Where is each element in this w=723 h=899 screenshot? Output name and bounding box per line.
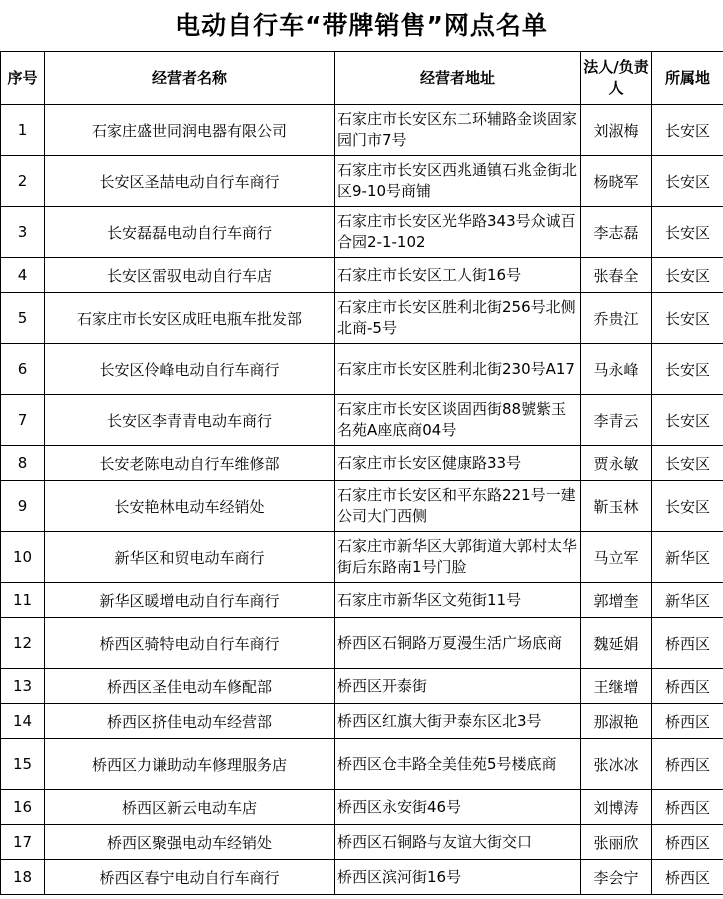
- district: 桥西区: [652, 790, 723, 825]
- legal-person: 张冰冰: [581, 739, 652, 790]
- dealer-name: 长安区圣喆电动自行车商行: [45, 156, 335, 207]
- dealer-name: 桥西区挤佳电动车经营部: [45, 704, 335, 739]
- dealer-address: 石家庄市长安区光华路343号众诚百合园2-1-102: [335, 207, 581, 258]
- dealer-name: 石家庄盛世同润电器有限公司: [45, 105, 335, 156]
- table-row: [1, 481, 723, 532]
- table-row: [1, 790, 723, 825]
- dealer-address: 桥西区仓丰路全美佳苑5号楼底商: [335, 739, 581, 790]
- row-number: 10: [1, 532, 45, 583]
- row-number: 18: [1, 860, 45, 895]
- district: 长安区: [652, 156, 723, 207]
- table-row: [1, 704, 723, 739]
- header-area: 所属地: [652, 52, 723, 105]
- dealer-name: 石家庄市长安区成旺电瓶车批发部: [45, 293, 335, 344]
- row-number: 7: [1, 395, 45, 446]
- table-row: [1, 739, 723, 790]
- table-row: [1, 344, 723, 395]
- row-number: 9: [1, 481, 45, 532]
- dealer-address: 石家庄市长安区胜利北街256号北侧北商-5号: [335, 293, 581, 344]
- district: 长安区: [652, 207, 723, 258]
- row-number: 3: [1, 207, 45, 258]
- dealer-name: 新华区和贸电动车商行: [45, 532, 335, 583]
- row-number: 11: [1, 583, 45, 618]
- legal-person: 张丽欣: [581, 825, 652, 860]
- legal-person: 刘博涛: [581, 790, 652, 825]
- district: 新华区: [652, 583, 723, 618]
- legal-person: 那淑艳: [581, 704, 652, 739]
- table-row: [1, 258, 723, 293]
- table-row: [1, 583, 723, 618]
- legal-person: 王继增: [581, 669, 652, 704]
- legal-person: 李会宁: [581, 860, 652, 895]
- table-row: [1, 825, 723, 860]
- district: 长安区: [652, 446, 723, 481]
- row-number: 14: [1, 704, 45, 739]
- row-number: 5: [1, 293, 45, 344]
- dealer-address: 石家庄市长安区东二环辅路金谈固家园门市7号: [335, 105, 581, 156]
- dealer-name: 桥西区聚强电动车经销处: [45, 825, 335, 860]
- district: 长安区: [652, 344, 723, 395]
- dealer-name: 长安区雷驭电动自行车店: [45, 258, 335, 293]
- table-row: [1, 532, 723, 583]
- dealer-name: 长安区伶峰电动自行车商行: [45, 344, 335, 395]
- dealer-address: 桥西区石铜路万夏漫生活广场底商: [335, 618, 581, 669]
- row-number: 16: [1, 790, 45, 825]
- dealer-name: 长安艳林电动车经销处: [45, 481, 335, 532]
- page-title: 电动自行车“带牌销售”网点名单: [175, 11, 548, 40]
- legal-person: 李青云: [581, 395, 652, 446]
- table-row: [1, 293, 723, 344]
- legal-person: 贾永敏: [581, 446, 652, 481]
- table-row: [1, 446, 723, 481]
- dealer-name: 长安区李青青电动车商行: [45, 395, 335, 446]
- table-row: [1, 156, 723, 207]
- district: 长安区: [652, 258, 723, 293]
- table-header-row: [1, 52, 723, 105]
- district: 桥西区: [652, 825, 723, 860]
- header-name: 经营者名称: [45, 52, 335, 105]
- dealer-address: 石家庄市长安区健康路33号: [335, 446, 581, 481]
- dealer-name: 桥西区力谦助动车修理服务店: [45, 739, 335, 790]
- legal-person: 郭增奎: [581, 583, 652, 618]
- dealer-address: 石家庄市新华区大郭街道大郭村太华街后东路南1号门脸: [335, 532, 581, 583]
- district: 桥西区: [652, 669, 723, 704]
- legal-person: 乔贵江: [581, 293, 652, 344]
- legal-person: 魏延娟: [581, 618, 652, 669]
- dealer-address: 石家庄市长安区和平东路221号一建公司大门西侧: [335, 481, 581, 532]
- header-address: 经营者地址: [335, 52, 581, 105]
- dealer-name: 长安磊磊电动自行车商行: [45, 207, 335, 258]
- dealer-name: 桥西区新云电动车店: [45, 790, 335, 825]
- row-number: 12: [1, 618, 45, 669]
- dealer-address: 石家庄市长安区西兆通镇石兆金街北区9-10号商铺: [335, 156, 581, 207]
- district: 长安区: [652, 395, 723, 446]
- dealer-name: 桥西区春宁电动自行车商行: [45, 860, 335, 895]
- row-number: 15: [1, 739, 45, 790]
- table-body: [1, 105, 723, 895]
- district: 长安区: [652, 105, 723, 156]
- row-number: 4: [1, 258, 45, 293]
- legal-person: 马永峰: [581, 344, 652, 395]
- row-number: 2: [1, 156, 45, 207]
- dealer-address: 石家庄市长安区工人街16号: [335, 258, 581, 293]
- dealer-address: 桥西区红旗大街尹泰东区北3号: [335, 704, 581, 739]
- district: 长安区: [652, 481, 723, 532]
- legal-person: 马立军: [581, 532, 652, 583]
- row-number: 1: [1, 105, 45, 156]
- district: 桥西区: [652, 704, 723, 739]
- header-no: 序号: [1, 52, 45, 105]
- district: 桥西区: [652, 618, 723, 669]
- dealer-address: 桥西区永安街46号: [335, 790, 581, 825]
- dealer-name: 长安老陈电动自行车维修部: [45, 446, 335, 481]
- legal-person: 张春全: [581, 258, 652, 293]
- dealer-address: 桥西区滨河街16号: [335, 860, 581, 895]
- dealer-address: 桥西区石铜路与友谊大街交口: [335, 825, 581, 860]
- dealer-address: 石家庄市长安区胜利北街230号A17: [335, 344, 581, 395]
- row-number: 8: [1, 446, 45, 481]
- row-number: 6: [1, 344, 45, 395]
- row-number: 13: [1, 669, 45, 704]
- table-row: [1, 669, 723, 704]
- table-row: [1, 207, 723, 258]
- district: 长安区: [652, 293, 723, 344]
- dealer-name: 桥西区骑特电动自行车商行: [45, 618, 335, 669]
- district: 桥西区: [652, 860, 723, 895]
- legal-person: 靳玉林: [581, 481, 652, 532]
- dealer-address: 石家庄市长安区谈固西街88號紫玉名苑A座底商04号: [335, 395, 581, 446]
- table-row: [1, 395, 723, 446]
- legal-person: 刘淑梅: [581, 105, 652, 156]
- district: 桥西区: [652, 739, 723, 790]
- dealer-address: 石家庄市新华区文苑街11号: [335, 583, 581, 618]
- table-row: [1, 105, 723, 156]
- header-person: 法人/负责人: [581, 52, 652, 105]
- legal-person: 杨晓军: [581, 156, 652, 207]
- district: 新华区: [652, 532, 723, 583]
- dealer-address: 桥西区开泰街: [335, 669, 581, 704]
- table-row: [1, 860, 723, 895]
- table-row: [1, 618, 723, 669]
- dealer-name: 新华区暖增电动自行车商行: [45, 583, 335, 618]
- legal-person: 李志磊: [581, 207, 652, 258]
- dealer-name: 桥西区圣佳电动车修配部: [45, 669, 335, 704]
- dealer-table: [0, 51, 723, 895]
- row-number: 17: [1, 825, 45, 860]
